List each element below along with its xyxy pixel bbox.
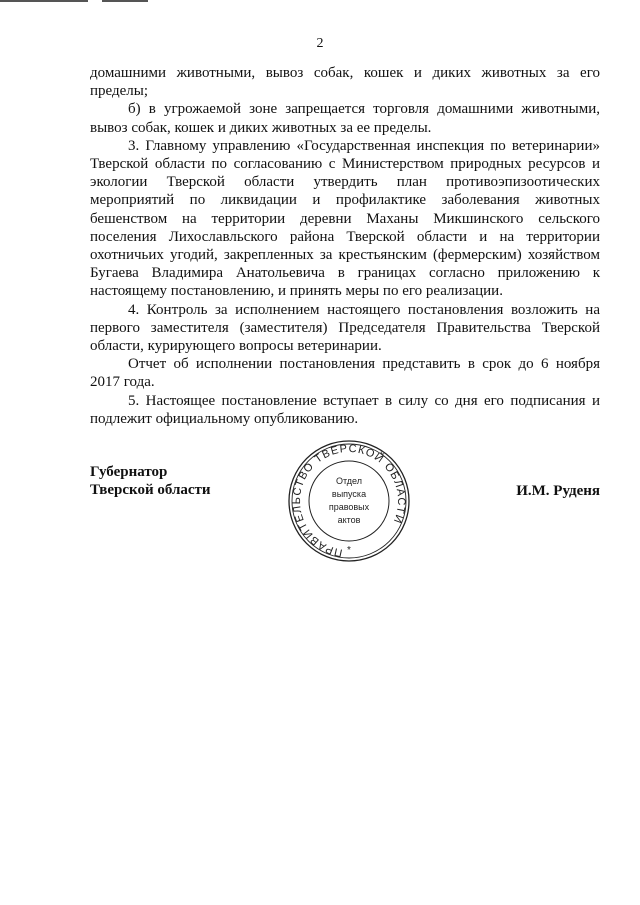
paragraph-item-4: 4. Контроль за исполнением настоящего постановления возложить на первого заместителя (заместителя) Председателя Правительства Тверской области, курирующего вопросы ветеринарии. (90, 301, 600, 355)
signatory-title-line1: Губернатор (90, 464, 168, 480)
stamp-center-line1: Отдел (335, 476, 363, 486)
paragraph-report-deadline: Отчет об исполнении постановления представить в срок до 6 ноября 2017 года. (90, 356, 600, 391)
official-stamp (286, 438, 412, 564)
document-body (90, 64, 600, 428)
scan-edge-line-left (0, 0, 88, 2)
scan-edge-line-right (102, 0, 148, 2)
stamp-center-line2: выпуска (331, 489, 367, 499)
stamp-seal-icon (286, 438, 412, 564)
stamp-center-line3: правовых (328, 502, 370, 512)
page-number: 2 (316, 36, 324, 51)
signatory-title (90, 463, 211, 499)
paragraph-subpoint-b: б) в угрожаемой зоне запрещается торговля домашними животными, вывоз собак, кошек и диких животных за ее пределы. (90, 101, 600, 136)
paragraph-item-3: 3. Главному управлению «Государственная инспекция по ветеринарии» Тверской области по согласованию с Министерством природных ресурсов и экологии Тверской области утвердить план противоэпизоотических мероприятий по ликвидации и профилактике заболевания животных бешенством на территории деревни Маханы Микшинского сельского поселения Лихославльского района Тверской области и на территории охотничьих угодий, закрепленных за крестьянским (фермерским) хозяйством Бугаева Владимира Анатольевича в границах согласно приложению к настоящему постановлению, и принять меры по его реализации. (90, 137, 600, 300)
paragraph-item-5: 5. Настоящее постановление вступает в силу со дня его подписания и подлежит официальному опубликованию. (90, 392, 600, 427)
signatory-name: И.М. Руденя (516, 483, 600, 499)
stamp-center-line4: актов (337, 515, 361, 525)
stamp-ring-text: ПРАВИТЕЛЬСТВО ТВЕРСКОЙ ОБЛАСТИ (290, 442, 408, 559)
signatory-title-line2: Тверской области (90, 482, 211, 498)
stamp-star: * (347, 545, 351, 556)
paragraph-continuation: домашними животными, вывоз собак, кошек и диких животных за его пределы; (90, 65, 600, 100)
